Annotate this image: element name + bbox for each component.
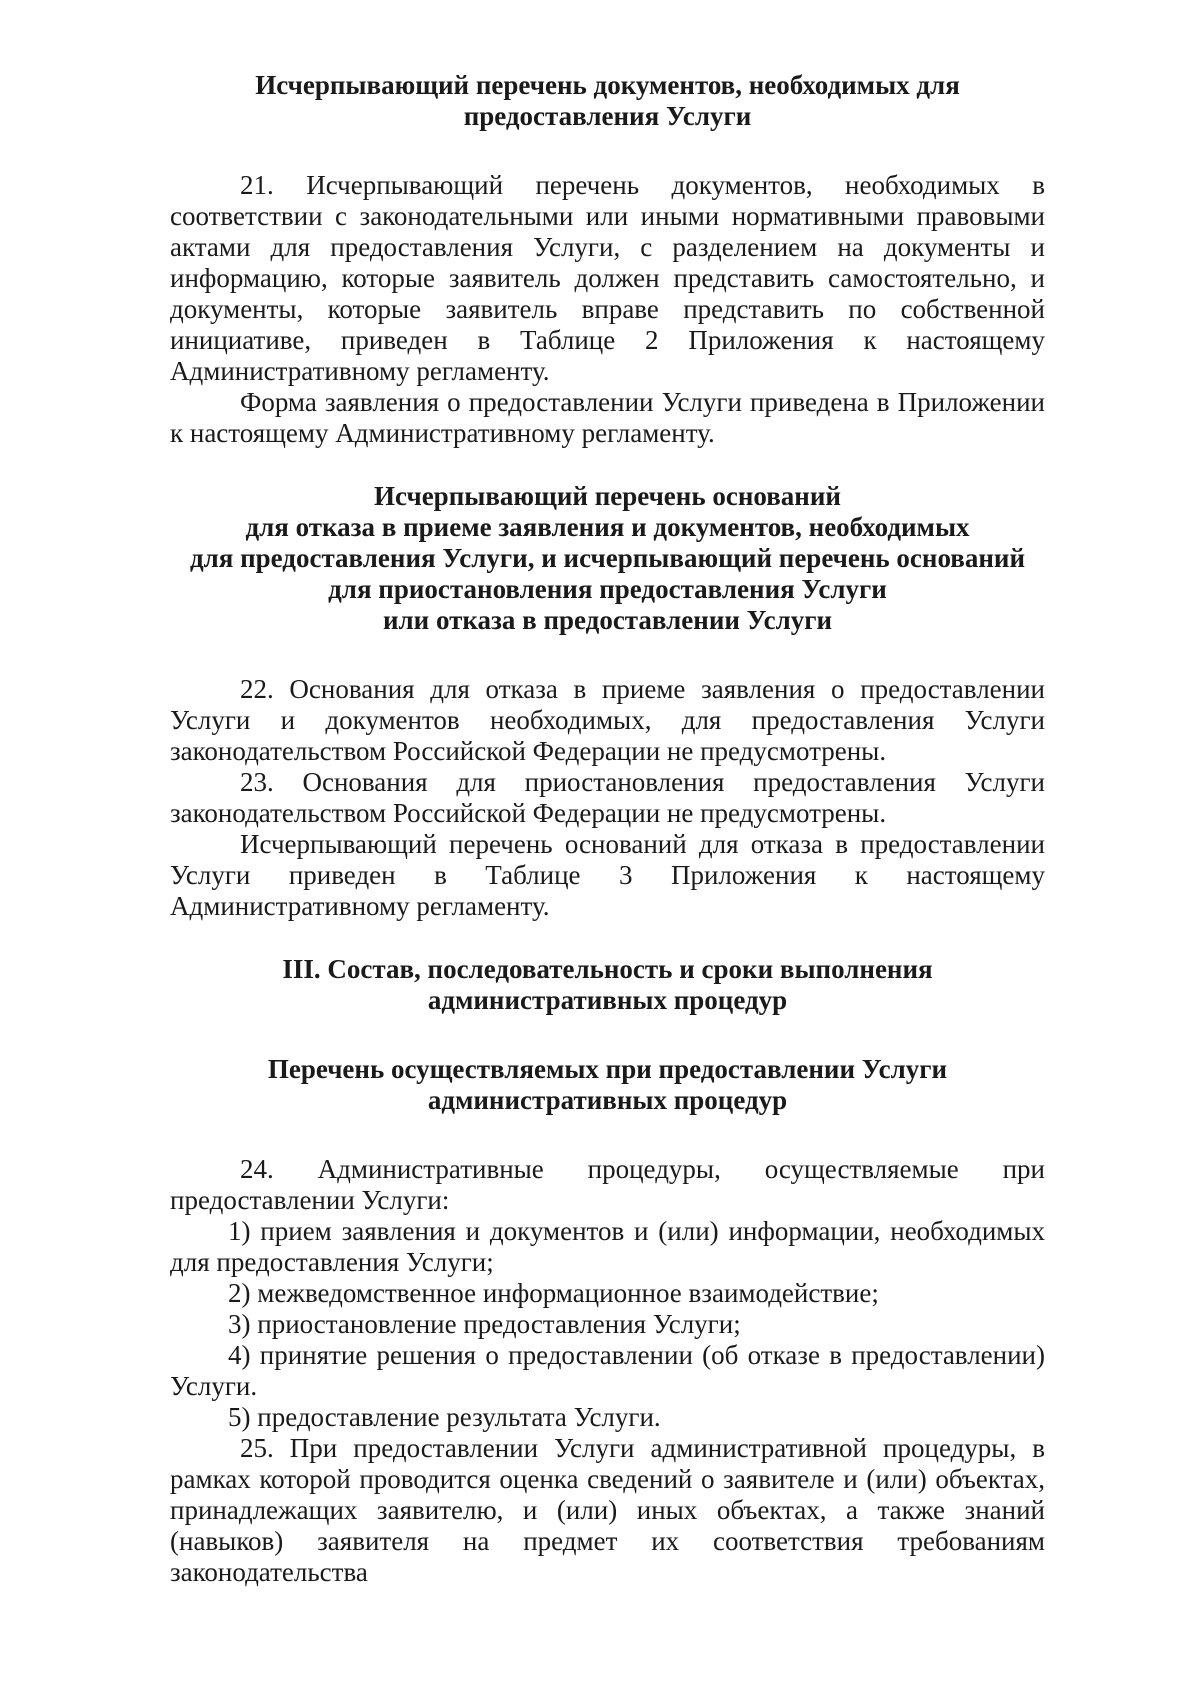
heading-line: для предоставления Услуги, и исчерпывающий перечень оснований bbox=[189, 543, 1026, 573]
heading-line: административных процедур bbox=[427, 1085, 788, 1115]
section-heading-procedures-list bbox=[170, 1054, 1045, 1116]
list-item-3: 3) приостановление предоставления Услуги; bbox=[228, 1309, 741, 1339]
heading-line: для приостановления предоставления Услуги bbox=[328, 574, 887, 604]
heading-line: административных процедур bbox=[427, 985, 788, 1015]
list-item-5: 5) предоставление результата Услуги. bbox=[228, 1402, 661, 1432]
heading-line: или отказа в предоставлении Услуги bbox=[382, 605, 833, 635]
heading-line: для отказа в приеме заявления и документов, необходимых bbox=[245, 512, 970, 542]
paragraph-refusal-list: Исчерпывающий перечень оснований для отказа в предоставлении Услуги приведен в Таблице 3 Приложения к настоящему Административному регламенту. bbox=[170, 829, 1045, 921]
section-heading-documents-list bbox=[170, 70, 1045, 132]
paragraph-application-form: Форма заявления о предоставлении Услуги приведена в Приложении к настоящему Административному регламенту. bbox=[170, 387, 1045, 448]
paragraph-23: 23. Основания для приостановления предоставления Услуги законодательством Российской Федерации не предусмотрены. bbox=[170, 767, 1045, 828]
heading-line: III. Состав, последовательность и сроки выполнения bbox=[282, 954, 933, 984]
section-heading-refusal-grounds bbox=[170, 481, 1045, 636]
paragraph-21: 21. Исчерпывающий перечень документов, необходимых в соответствии с законодательными или иными нормативными правовыми актами для предоставления Услуги, с разделением на документы и информацию, которые заявитель должен представить самостоятельно, и документы, которые заявитель вправе представить по собственной инициативе, приведен в Таблице 2 Приложения к настоящему Административному регламенту. bbox=[170, 170, 1045, 386]
paragraph-22: 22. Основания для отказа в приеме заявления о предоставлении Услуги и документов необходимых, для предоставления Услуги законодательством Российской Федерации не предусмотрены. bbox=[170, 674, 1045, 766]
list-item-4: 4) принятие решения о предоставлении (об отказе в предоставлении) Услуги. bbox=[170, 1340, 1045, 1401]
section-heading-iii bbox=[170, 954, 1045, 1016]
heading-line: предоставления Услуги bbox=[463, 101, 752, 131]
paragraph-25: 25. При предоставлении Услуги административной процедуры, в рамках которой проводится оценка сведений о заявителе и (или) объектах, принадлежащих заявителю, и (или) иных объектах, а также знаний (навыков) заявителя на предмет их соответствия требованиям законодательства bbox=[170, 1433, 1045, 1587]
list-item-1: 1) прием заявления и документов и (или) информации, необходимых для предоставления Услуги; bbox=[170, 1216, 1045, 1277]
document-page bbox=[170, 70, 1045, 1588]
heading-line: Перечень осуществляемых при предоставлении Услуги bbox=[267, 1054, 948, 1084]
paragraph-24: 24. Административные процедуры, осуществляемые при предоставлении Услуги: bbox=[170, 1154, 1045, 1215]
heading-line: Исчерпывающий перечень документов, необходимых для bbox=[255, 70, 960, 100]
heading-line: Исчерпывающий перечень оснований bbox=[374, 481, 841, 511]
list-item-2: 2) межведомственное информационное взаимодействие; bbox=[228, 1278, 879, 1308]
